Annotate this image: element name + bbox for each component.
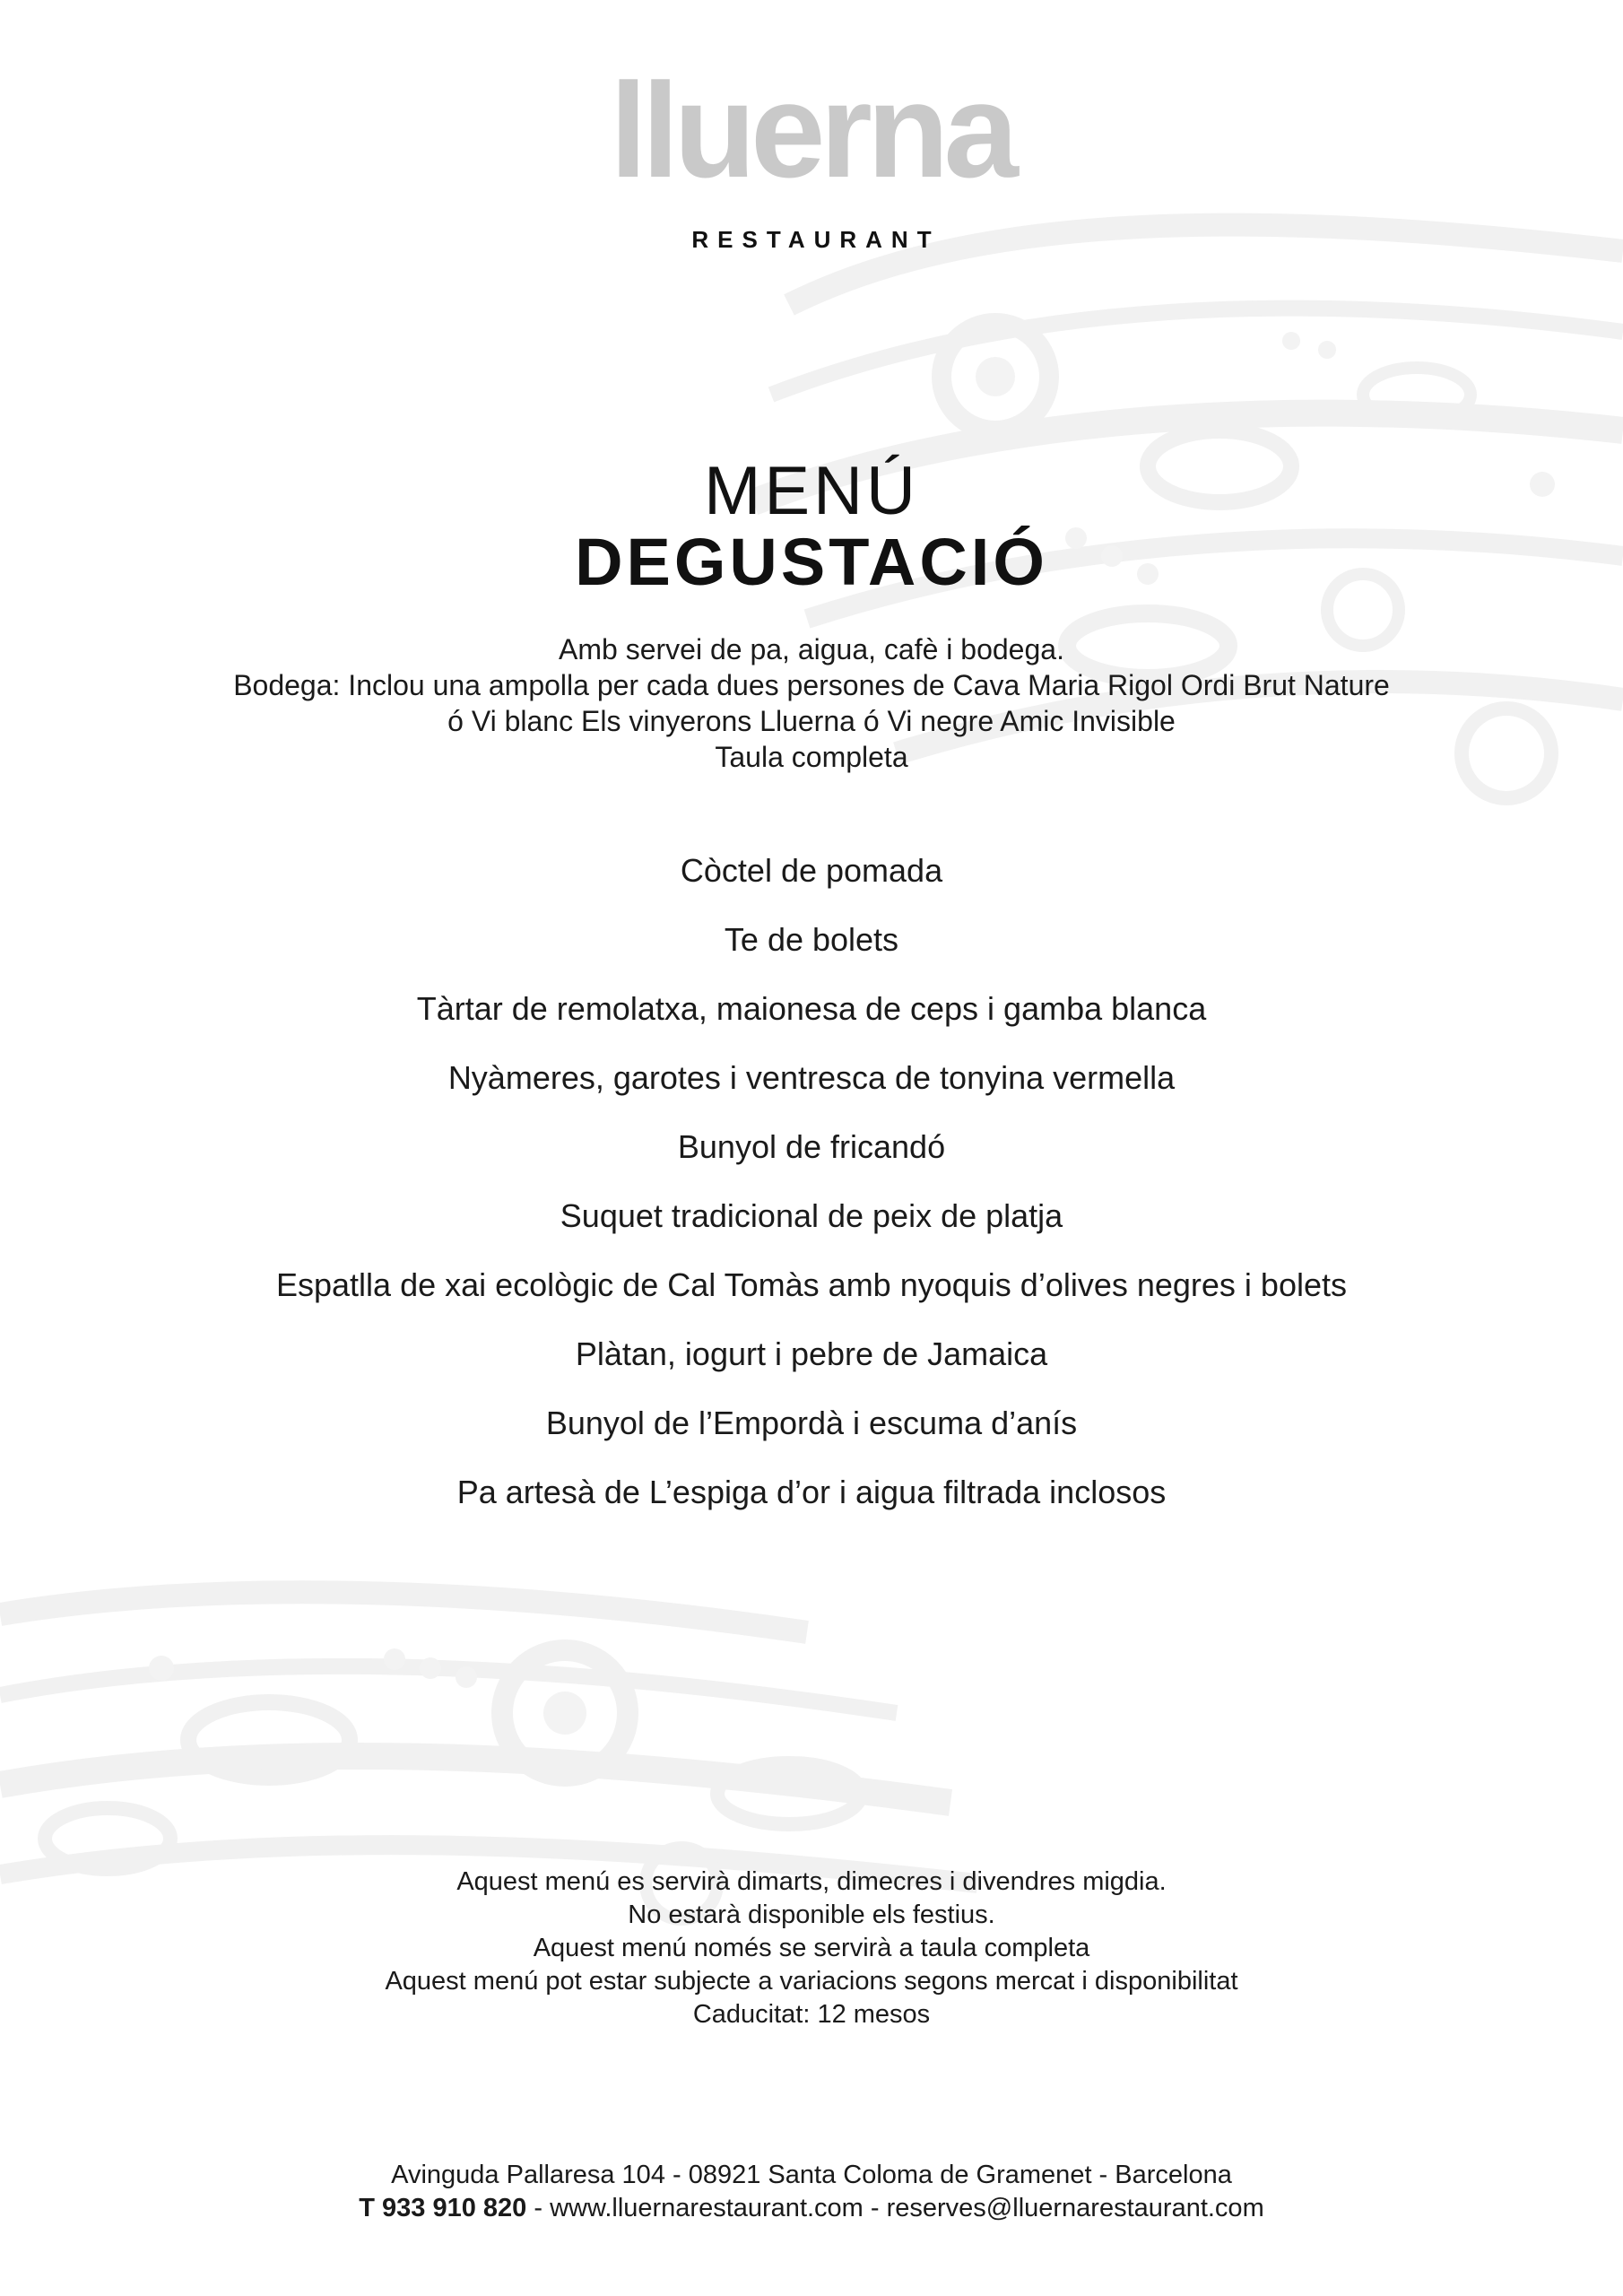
footer-address: Avinguda Pallaresa 104 - 08921 Santa Coloma de Gramenet - Barcelona xyxy=(391,2161,1232,2189)
intro-line: Amb servei de pa, aigua, cafè i bodega. xyxy=(559,633,1064,665)
note-line: No estarà disponible els festius. xyxy=(628,1900,995,1929)
menu-title xyxy=(0,453,1623,599)
dish-item: Pa artesà de L’espiga d’or i aigua filtrada inclosos xyxy=(456,1474,1167,1510)
menu-notes xyxy=(0,1866,1623,2031)
dish-item: Tàrtar de remolatxa, maionesa de ceps i gamba blanca xyxy=(416,990,1207,1027)
title-degustacio: DEGUSTACIÓ xyxy=(575,524,1048,599)
footer-phone: T 933 910 820 xyxy=(359,2194,527,2222)
intro-line: Taula completa xyxy=(715,741,908,773)
intro-line: ó Vi blanc Els vinyerons Lluerna ó Vi negre Amic Invisible xyxy=(447,705,1176,737)
title-menu: MENÚ xyxy=(704,453,919,529)
note-line: Caducitat: 12 mesos xyxy=(692,2000,931,2029)
page-footer xyxy=(0,2159,1623,2225)
menu-intro xyxy=(0,631,1623,775)
dish-item: Bunyol de l’Empordà i escuma d’anís xyxy=(545,1405,1078,1441)
note-line: Aquest menú només se servirà a taula completa xyxy=(533,1934,1090,1962)
intro-line: Bodega: Inclou una ampolla per cada dues persones de Cava Maria Rigol Ordi Brut Nature xyxy=(233,669,1390,701)
note-line: Aquest menú es servirà dimarts, dimecres i divendres migdia. xyxy=(456,1867,1167,1896)
footer-web-email: - www.lluernarestaurant.com - reserves@lluernarestaurant.com xyxy=(526,2194,1264,2222)
logo-wordmark: lluerna xyxy=(610,55,1013,205)
footer-contact-line xyxy=(0,2192,1623,2225)
dish-item: Te de bolets xyxy=(724,921,899,958)
dish-item: Espatlla de xai ecològic de Cal Tomàs amb nyoquis d’olives negres i bolets xyxy=(276,1266,1347,1303)
dish-item: Plàtan, iogurt i pebre de Jamaica xyxy=(575,1335,1048,1372)
note-line: Aquest menú pot estar subjecte a variacions segons mercat i disponibilitat xyxy=(385,1967,1238,1996)
dish-item: Bunyol de fricandó xyxy=(677,1128,946,1165)
dish-item: Suquet tradicional de peix de platja xyxy=(560,1197,1063,1234)
restaurant-logo xyxy=(0,55,1623,254)
dish-list xyxy=(0,847,1623,1537)
logo-subtitle: RESTAURANT xyxy=(691,226,941,253)
dish-item: Nyàmeres, garotes i ventresca de tonyina vermella xyxy=(447,1059,1176,1096)
dish-item: Còctel de pomada xyxy=(680,852,943,889)
